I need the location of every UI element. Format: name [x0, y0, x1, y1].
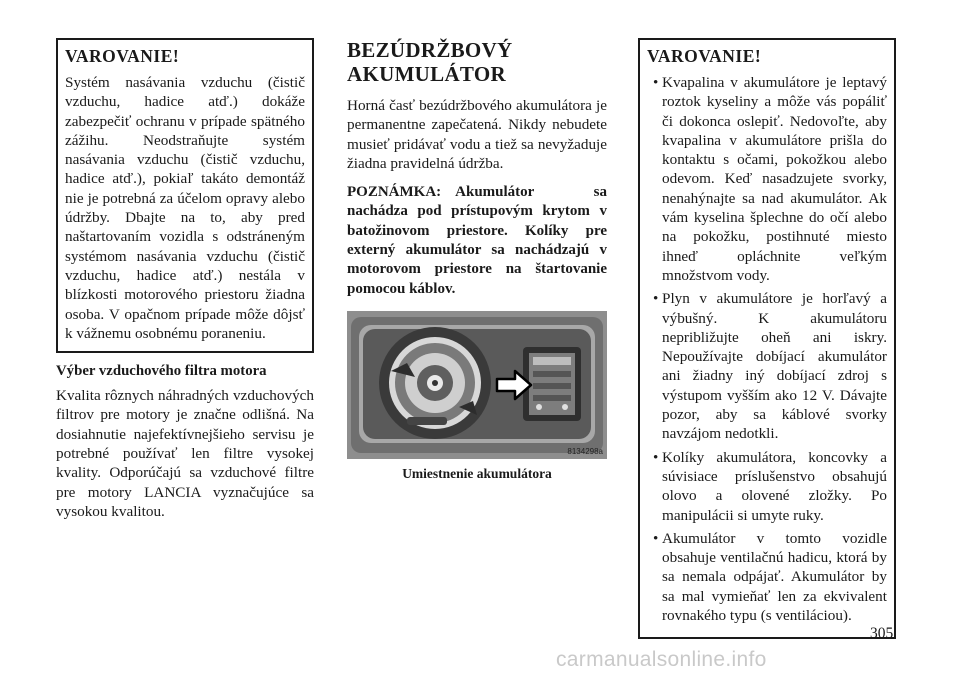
warning-text: Systém nasávania vzduchu (čistič vzduchu, hadice atď.) dokáže zabezpečiť ochranu v prípade spätného zážihu. Neodstraňujte systém nasávania vzduchu (čistič vzduchu, hadice atď.), pokiaľ takáto demontáž nie je potrebná za účelom opravy alebo údržby. Dbajte na to, aby pred naštartovaním vozidla s odstráneným systémom nasávania vzduchu (čistič vzduchu, hadice atď.) nestála v blízkosti motorového priestoru žiadna osoba. V opačnom prípade môže dôjsť k vážnemu osobnému poraneniu. — [65, 74, 305, 342]
trunk-illustration — [347, 311, 607, 459]
air-filter-subheading: Výber vzduchového filtra motora — [56, 363, 267, 380]
battery-warning-box — [638, 38, 896, 639]
bullet-dot-icon: • — [653, 74, 659, 91]
figure-code: 8134298a — [567, 446, 603, 456]
bullet-dot-icon: • — [653, 290, 659, 308]
section-heading: BEZÚDRŽBOVÝ AKUMULÁTOR — [347, 38, 513, 86]
air-filter-paragraph: Kvalita rôznych náhradných vzduchových filtrov pre motory je značne odlišná. Na dosiahnutie najefektívnejšieho servisu je potrebné používať len filtre vysokej kvality. Odporúčajú sa vzduchové filtre pre motory LANCIA vyznačujúce sa vysokou kvalitou. — [56, 387, 314, 520]
watermark-text: carmanualsonline.info — [556, 648, 767, 671]
warning-title: VAROVANIE! — [65, 46, 180, 66]
bullet-dot-icon: • — [653, 529, 659, 547]
left-column — [56, 38, 314, 521]
spare-wheel-icon — [379, 327, 491, 439]
battery-paragraph: Horná časť bezúdržbového akumulátora je permanentne zapečatená. Nikdy nebudete musieť pridávať vodu a tiež sa nevyžaduje žiadna pravidelná údržba. — [347, 97, 607, 172]
warning-bullet: • Kolíky akumulátora, koncovky a súvisiace príslušenstvo obsahujú olovo a olovené zložky. Po manipulácii si umyte ruky. — [653, 448, 887, 524]
note-label: POZNÁMKA: — [347, 184, 442, 201]
bullet-dot-icon: • — [653, 448, 659, 466]
warning-bullet: • Kvapalina v akumulátore je leptavý roztok kyseliny a môže vás popáliť či dokonca oslepiť. Nedovoľte, aby kvapalina v akumulátore prišla do kontaktu s očami, pokožkou alebo odevom. Keď nasadzujete svorky, nenahýnajte sa nad akumulátor. Ak vám kyselina šplechne do očí alebo na pokožku, postihnuté miesto ihneď opláchnite veľkým množstvom vody. — [653, 74, 887, 284]
warning-bullet: • Akumulátor v tomto vozidle obsahuje ventilačnú hadicu, ktorá by sa nemala odpájať. Akumulátor by sa mal vymieňať len za ekvivalent rovnakého typu (s ventiláciou). — [653, 529, 887, 625]
air-intake-warning-box — [56, 38, 314, 353]
battery-location-figure — [347, 311, 607, 459]
warning-bullet-list — [647, 73, 887, 625]
page-number: 305 — [870, 625, 894, 642]
note-text: Akumulátor sa nachádza pod prístupovým krytom v batožinovom priestore. Kolíky pre externý akumulátor sa nachádzajú v motorovom priestore na štartovanie pomocou káblov. — [347, 184, 607, 297]
figure-caption: Umiestnenie akumulátora — [402, 465, 552, 481]
note-paragraph — [347, 183, 607, 299]
middle-column — [347, 38, 607, 482]
right-column — [638, 38, 896, 639]
warning-title: VAROVANIE! — [647, 46, 762, 66]
warning-bullet: • Plyn v akumulátore je horľavý a výbušný. K akumulátoru nepribližujte oheň ani iskry. Nepoužívajte dobíjací akumulátor ani žiadny iný dobíjací zdroj s výstupom vyšším ako 12 V. Dávajte pozor, aby sa káblové svorky navzájom nedotkli. — [653, 290, 887, 443]
